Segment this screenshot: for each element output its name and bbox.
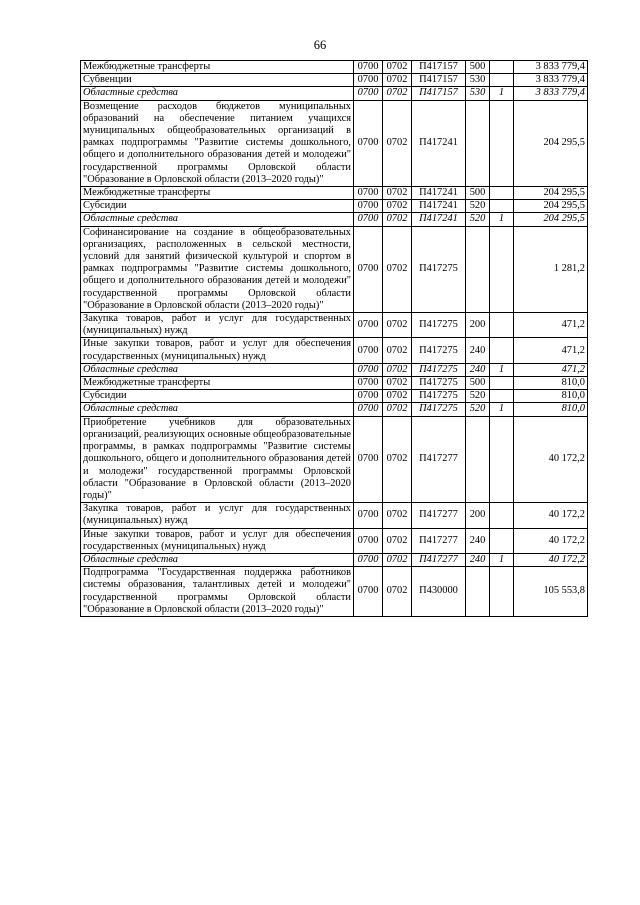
subsection-code: 0702 — [383, 200, 412, 213]
subsection-code: 0702 — [383, 61, 412, 74]
subsection-code: 0702 — [383, 528, 412, 553]
table-row — [81, 403, 588, 416]
table-row — [81, 528, 588, 553]
section-code: 0700 — [354, 313, 383, 338]
expense-type-code — [466, 226, 490, 312]
budget-table — [80, 60, 588, 617]
row-description: Межбюджетные трансферты — [81, 187, 354, 200]
target-article-code: П417157 — [412, 74, 466, 87]
row-description: Областные средства — [81, 403, 354, 416]
funding-code: 1 — [490, 213, 514, 226]
amount: 3 833 779,4 — [514, 61, 588, 74]
section-code: 0700 — [354, 567, 383, 617]
subsection-code: 0702 — [383, 390, 412, 403]
funding-code — [490, 416, 514, 502]
subsection-code: 0702 — [383, 338, 412, 363]
funding-code — [490, 567, 514, 617]
section-code: 0700 — [354, 338, 383, 363]
table-row — [81, 74, 588, 87]
section-code: 0700 — [354, 226, 383, 312]
expense-type-code — [466, 567, 490, 617]
amount: 471,2 — [514, 338, 588, 363]
table-row — [81, 187, 588, 200]
funding-code — [490, 61, 514, 74]
subsection-code: 0702 — [383, 416, 412, 502]
expense-type-code: 520 — [466, 200, 490, 213]
row-description: Приобретение учебников для образовательных организаций, реализующих основные общеобразовательные программы, в рамках подпрограммы "Развитие системы дошкольного, общего и дополнительного образования детей и молодежи" государственной программы Орловской области "Образование в Орловской области (2013–2020 годы)" — [81, 416, 354, 502]
row-description: Возмещение расходов бюджетов муниципальных образований на обеспечение питанием учащихся муниципальных общеобразовательных организаций в рамках подпрограммы "Развитие системы дошкольного, общего и дополнительного образования детей и молодежи" государственной программы Орловской области "Образование в Орловской области (2013–2020 годы)" — [81, 100, 354, 186]
subsection-code: 0702 — [383, 313, 412, 338]
funding-code: 1 — [490, 553, 514, 566]
section-code: 0700 — [354, 100, 383, 186]
table-row — [81, 567, 588, 617]
target-article-code: П417241 — [412, 200, 466, 213]
target-article-code: П417275 — [412, 390, 466, 403]
amount: 471,2 — [514, 363, 588, 376]
expense-type-code: 520 — [466, 403, 490, 416]
target-article-code: П417275 — [412, 313, 466, 338]
table-row — [81, 100, 588, 186]
target-article-code: П417157 — [412, 87, 466, 100]
section-code: 0700 — [354, 403, 383, 416]
expense-type-code: 520 — [466, 213, 490, 226]
funding-code: 1 — [490, 363, 514, 376]
subsection-code: 0702 — [383, 100, 412, 186]
table-row — [81, 503, 588, 528]
target-article-code: П417275 — [412, 377, 466, 390]
amount: 204 295,5 — [514, 100, 588, 186]
subsection-code: 0702 — [383, 403, 412, 416]
funding-code — [490, 313, 514, 338]
subsection-code: 0702 — [383, 503, 412, 528]
row-description: Областные средства — [81, 213, 354, 226]
subsection-code: 0702 — [383, 567, 412, 617]
target-article-code: П417277 — [412, 503, 466, 528]
row-description: Иные закупки товаров, работ и услуг для обеспечения государственных (муниципальных) нужд — [81, 528, 354, 553]
row-description: Межбюджетные трансферты — [81, 377, 354, 390]
target-article-code: П417277 — [412, 416, 466, 502]
subsection-code: 0702 — [383, 553, 412, 566]
amount: 204 295,5 — [514, 187, 588, 200]
subsection-code: 0702 — [383, 74, 412, 87]
table-row — [81, 87, 588, 100]
row-description: Закупка товаров, работ и услуг для государственных (муниципальных) нужд — [81, 313, 354, 338]
funding-code: 1 — [490, 403, 514, 416]
expense-type-code: 240 — [466, 553, 490, 566]
row-description: Межбюджетные трансферты — [81, 61, 354, 74]
amount: 40 172,2 — [514, 528, 588, 553]
section-code: 0700 — [354, 187, 383, 200]
section-code: 0700 — [354, 213, 383, 226]
section-code: 0700 — [354, 377, 383, 390]
amount: 471,2 — [514, 313, 588, 338]
table-row — [81, 416, 588, 502]
target-article-code: П417277 — [412, 553, 466, 566]
subsection-code: 0702 — [383, 377, 412, 390]
subsection-code: 0702 — [383, 87, 412, 100]
row-description: Субсидии — [81, 390, 354, 403]
funding-code: 1 — [490, 87, 514, 100]
section-code: 0700 — [354, 553, 383, 566]
row-description: Областные средства — [81, 87, 354, 100]
funding-code — [490, 528, 514, 553]
section-code: 0700 — [354, 363, 383, 376]
table-row — [81, 338, 588, 363]
funding-code — [490, 74, 514, 87]
section-code: 0700 — [354, 200, 383, 213]
amount: 40 172,2 — [514, 416, 588, 502]
target-article-code: П417241 — [412, 100, 466, 186]
section-code: 0700 — [354, 416, 383, 502]
table-row — [81, 226, 588, 312]
row-description: Закупка товаров, работ и услуг для государственных (муниципальных) нужд — [81, 503, 354, 528]
section-code: 0700 — [354, 87, 383, 100]
section-code: 0700 — [354, 503, 383, 528]
expense-type-code: 500 — [466, 61, 490, 74]
amount: 1 281,2 — [514, 226, 588, 312]
amount: 3 833 779,4 — [514, 87, 588, 100]
target-article-code: П417241 — [412, 187, 466, 200]
row-description: Подпрограмма "Государственная поддержка работников системы образования, талантливых детей и молодежи" государственной программы Орловской области "Образование в Орловской области (2013–2020 годы)" — [81, 567, 354, 617]
expense-type-code: 240 — [466, 528, 490, 553]
funding-code — [490, 503, 514, 528]
table-row — [81, 313, 588, 338]
funding-code — [490, 390, 514, 403]
table-row — [81, 363, 588, 376]
subsection-code: 0702 — [383, 187, 412, 200]
amount: 810,0 — [514, 377, 588, 390]
row-description: Областные средства — [81, 363, 354, 376]
amount: 204 295,5 — [514, 200, 588, 213]
row-description: Субвенции — [81, 74, 354, 87]
expense-type-code: 240 — [466, 363, 490, 376]
target-article-code: П417241 — [412, 213, 466, 226]
amount: 204 295,5 — [514, 213, 588, 226]
target-article-code: П417277 — [412, 528, 466, 553]
expense-type-code: 520 — [466, 390, 490, 403]
expense-type-code — [466, 416, 490, 502]
amount: 105 553,8 — [514, 567, 588, 617]
budget-table-body — [81, 61, 588, 617]
row-description: Субсидии — [81, 200, 354, 213]
amount: 3 833 779,4 — [514, 74, 588, 87]
target-article-code: П417275 — [412, 403, 466, 416]
row-description: Иные закупки товаров, работ и услуг для обеспечения государственных (муниципальных) нужд — [81, 338, 354, 363]
amount: 810,0 — [514, 390, 588, 403]
expense-type-code — [466, 100, 490, 186]
funding-code — [490, 377, 514, 390]
expense-type-code: 200 — [466, 313, 490, 338]
expense-type-code: 500 — [466, 187, 490, 200]
table-row — [81, 61, 588, 74]
section-code: 0700 — [354, 390, 383, 403]
funding-code — [490, 100, 514, 186]
subsection-code: 0702 — [383, 363, 412, 376]
target-article-code: П417275 — [412, 363, 466, 376]
subsection-code: 0702 — [383, 213, 412, 226]
funding-code — [490, 226, 514, 312]
target-article-code: П417157 — [412, 61, 466, 74]
table-row — [81, 553, 588, 566]
table-row — [81, 377, 588, 390]
amount: 810,0 — [514, 403, 588, 416]
funding-code — [490, 200, 514, 213]
section-code: 0700 — [354, 74, 383, 87]
expense-type-code: 530 — [466, 87, 490, 100]
funding-code — [490, 338, 514, 363]
amount: 40 172,2 — [514, 503, 588, 528]
funding-code — [490, 187, 514, 200]
table-row — [81, 390, 588, 403]
target-article-code: П417275 — [412, 338, 466, 363]
target-article-code: П430000 — [412, 567, 466, 617]
page-number: 66 — [313, 38, 327, 52]
expense-type-code: 200 — [466, 503, 490, 528]
expense-type-code: 500 — [466, 377, 490, 390]
section-code: 0700 — [354, 528, 383, 553]
table-row — [81, 213, 588, 226]
subsection-code: 0702 — [383, 226, 412, 312]
expense-type-code: 240 — [466, 338, 490, 363]
section-code: 0700 — [354, 61, 383, 74]
expense-type-code: 530 — [466, 74, 490, 87]
table-row — [81, 200, 588, 213]
row-description: Софинансирование на создание в общеобразовательных организациях, расположенных в сельской местности, условий для занятий физической культурой и спортом в рамках подпрограммы "Развитие системы дошкольного, общего и дополнительного образования детей и молодежи" государственной программы Орловской области "Образование в Орловской области (2013–2020 годы)" — [81, 226, 354, 312]
row-description: Областные средства — [81, 553, 354, 566]
amount: 40 172,2 — [514, 553, 588, 566]
target-article-code: П417275 — [412, 226, 466, 312]
